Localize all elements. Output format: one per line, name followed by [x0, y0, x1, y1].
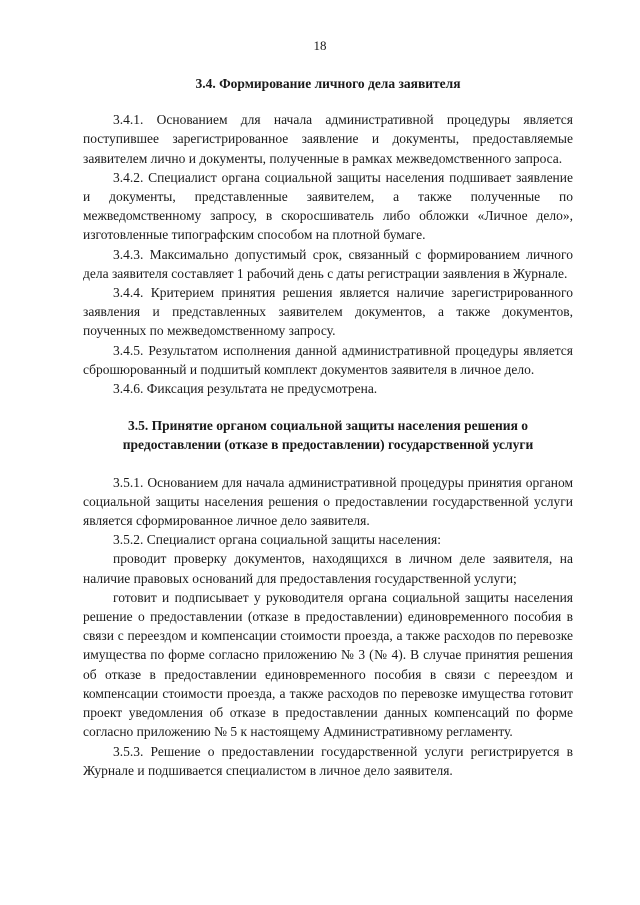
paragraph-3-4-4: 3.4.4. Критерием принятия решения является наличие зарегистрированного заявления и представленных заявителем документов, а также документов, поученных по межведомственному запросу. [83, 285, 573, 339]
document-body [83, 74, 573, 780]
paragraph-3-5-1: 3.5.1. Основанием для начала административной процедуры принятия органом социальной защиты населения решения о предоставлении государственной услуги является сформированное личное дело заявителя. [83, 474, 573, 529]
paragraph-3-4-6: 3.4.6. Фиксация результата не предусмотрена. [113, 381, 378, 397]
paragraph-check-documents: проводит проверку документов, находящихся в личном деле заявителя, на наличие правовых оснований для предоставления государственной услуги; [83, 551, 573, 586]
paragraph-3-5-3: 3.5.3. Решение о предоставлении государственной услуги регистрируется в Журнале и подшивается специалистом в личное дело заявителя. [83, 743, 573, 778]
paragraph-3-4-2: 3.4.2. Специалист органа социальной защиты населения подшивает заявление и документы, представленные заявителем, а также полученные по межведомственному запросу, в скоросшиватель либо обложки «Личное дело», изготовленные типографским способом на плотной бумаге. [83, 169, 573, 243]
paragraph-3-4-3: 3.4.3. Максимально допустимый срок, связанный с формированием личного дела заявителя составляет 1 рабочий день с даты регистрации заявления в Журнале. [83, 246, 573, 281]
paragraph-prepare-decision: готовит и подписывает у руководителя органа социальной защиты населения решение о предоставлении (отказе в предоставлении) единовременного пособия в связи с переездом и компенсации стоимости проезда, а также расходов по перевозке имущества по форме согласно приложению № 3 (№ 4). В случае принятия решения об отказе в предоставлении единовременного пособия в связи с переездом и компенсации стоимости проезда, а также расходов по перевозке имущества готовит проект уведомления об отказе в предоставлении данных компенсаций по форме согласно приложению № 5 к настоящему Административному регламенту. [83, 589, 573, 740]
paragraph-3-4-1: 3.4.1. Основанием для начала административной процедуры является поступившее зарегистрированное заявление и документы, предоставляемые заявителем лично и документы, полученные в рамках межведомственного запроса. [83, 112, 573, 166]
paragraph-3-4-5: 3.4.5. Результатом исполнения данной административной процедуры является сброшюрованный и подшитый комплект документов заявителя в личное дело. [83, 342, 573, 377]
paragraph-3-5-2: 3.5.2. Специалист органа социальной защиты населения: [113, 532, 441, 548]
section-3-5-heading: 3.5. Принятие органом социальной защиты населения решения о предоставлении (отказе в предоставлении) государственной услуги [122, 418, 534, 453]
page-number: 18 [313, 38, 327, 53]
section-3-4-heading: 3.4. Формирование личного дела заявителя [195, 76, 461, 91]
